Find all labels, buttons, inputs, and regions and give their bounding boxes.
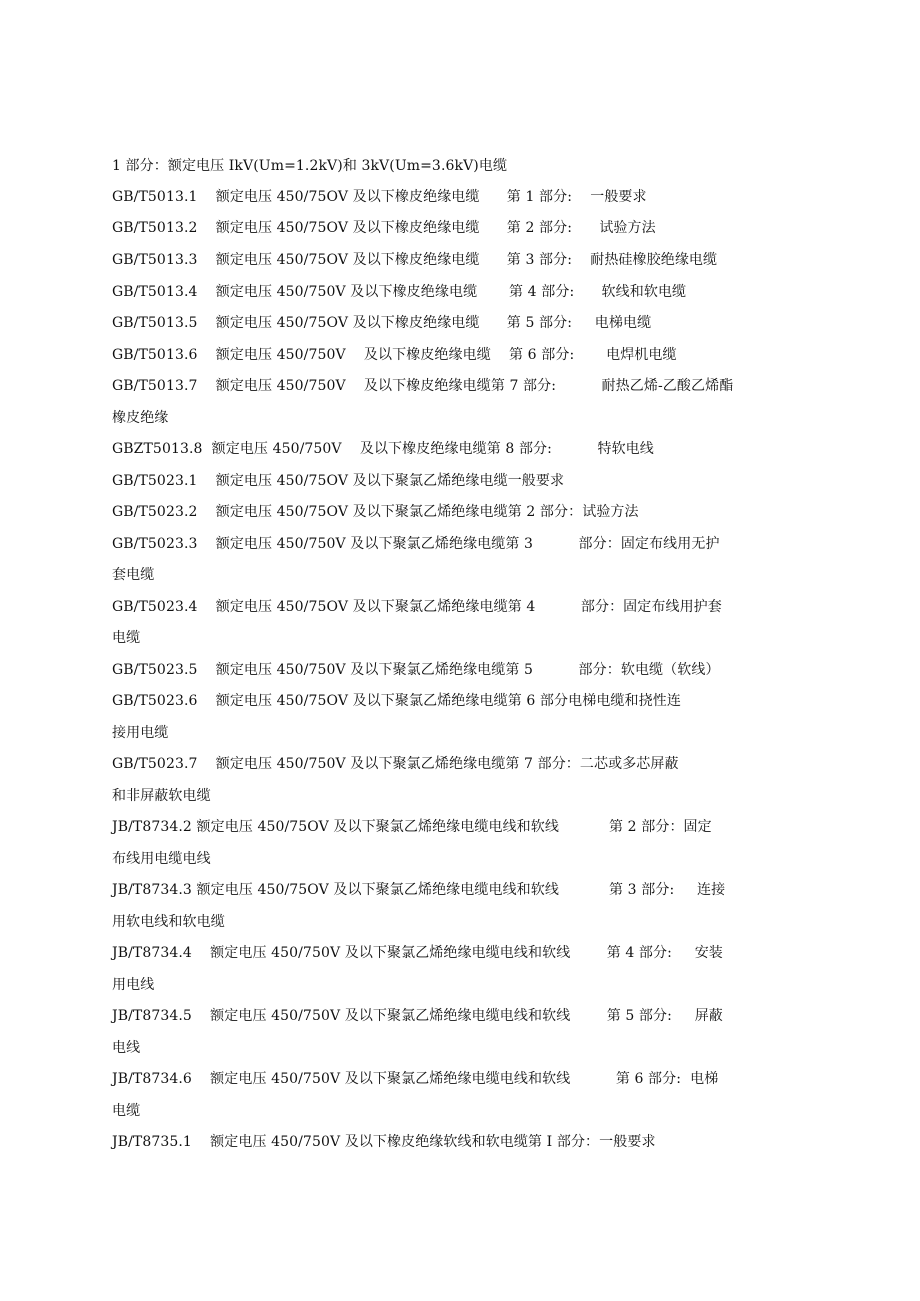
- text-line: GB/T5013.3 额定电压 450/75OV 及以下橡皮绝缘电缆 第 3 部分: 耐热硅橡胶绝缘电缆: [112, 252, 718, 268]
- text-line: 和非屏蔽软电缆: [112, 788, 211, 804]
- text-line: 1 部分：额定电压 IkV(Um=1.2kV)和 3kV(Um=3.6kV)电缆: [112, 158, 508, 174]
- text-line: GB/T5013.1 额定电压 450/75OV 及以下橡皮绝缘电缆 第 1 部分: 一般要求: [112, 189, 647, 205]
- text-line: 电缆: [112, 1103, 141, 1119]
- text-line: 电线: [112, 1040, 141, 1056]
- text-line: 用电线: [112, 977, 155, 993]
- text-line: JB/T8734.6 额定电压 450/750V 及以下聚氯乙烯绝缘电缆电线和软线 第 6 部分: 电梯: [112, 1071, 719, 1087]
- text-line: GB/T5023.7 额定电压 450/750V 及以下聚氯乙烯绝缘电缆第 7 部分：二芯或多芯屏蔽: [112, 756, 679, 772]
- text-line: GB/T5023.6 额定电压 450/75OV 及以下聚氯乙烯绝缘电缆第 6 部分电梯电缆和挠性连: [112, 693, 681, 709]
- text-line: GB/T5013.6 额定电压 450/750V 及以下橡皮绝缘电缆 第 6 部分: 电焊机电缆: [112, 347, 677, 363]
- text-line: JB/T8735.1 额定电压 450/750V 及以下橡皮绝缘软线和软电缆第 I 部分：一般要求: [112, 1134, 656, 1150]
- text-line: GBZT5013.8 额定电压 450/750V 及以下橡皮绝缘电缆第 8 部分: 特软电线: [112, 441, 654, 457]
- text-line: JB/T8734.5 额定电压 450/750V 及以下聚氯乙烯绝缘电缆电线和软线 第 5 部分: 屏蔽: [112, 1008, 723, 1024]
- text-line: GB/T5023.4 额定电压 450/75OV 及以下聚氯乙烯绝缘电缆第 4 部分：固定布线用护套: [112, 599, 722, 615]
- text-line: GB/T5013.7 额定电压 450/750V 及以下橡皮绝缘电缆第 7 部分: 耐热乙烯-乙酸乙烯酯: [112, 378, 734, 394]
- text-line: GB/T5013.5 额定电压 450/75OV 及以下橡皮绝缘电缆 第 5 部分: 电梯电缆: [112, 315, 652, 331]
- text-line: JB/T8734.2 额定电压 450/75OV 及以下聚氯乙烯绝缘电缆电线和软线 第 2 部分：固定: [112, 819, 712, 835]
- text-line: GB/T5013.4 额定电压 450/750V 及以下橡皮绝缘电缆 第 4 部分: 软线和软电缆: [112, 284, 687, 300]
- text-line: GB/T5023.3 额定电压 450/750V 及以下聚氯乙烯绝缘电缆第 3 部分：固定布线用无护: [112, 536, 720, 552]
- text-line: 用软电线和软电缆: [112, 914, 225, 930]
- text-line: 橡皮绝缘: [112, 410, 169, 426]
- text-line: GB/T5023.1 额定电压 450/75OV 及以下聚氯乙烯绝缘电缆一般要求: [112, 473, 565, 489]
- text-line: JB/T8734.3 额定电压 450/75OV 及以下聚氯乙烯绝缘电缆电线和软线 第 3 部分: 连接: [112, 882, 726, 898]
- text-line: GB/T5023.5 额定电压 450/750V 及以下聚氯乙烯绝缘电缆第 5 部分：软电缆（软线）: [112, 662, 720, 678]
- text-line: JB/T8734.4 额定电压 450/750V 及以下聚氯乙烯绝缘电缆电线和软线 第 4 部分: 安装: [112, 945, 723, 961]
- text-line: GB/T5023.2 额定电压 450/75OV 及以下聚氯乙烯绝缘电缆第 2 部分：试验方法: [112, 504, 639, 520]
- text-line: 电缆: [112, 630, 141, 646]
- text-line: 套电缆: [112, 567, 155, 583]
- text-line: 接用电缆: [112, 725, 169, 741]
- text-line: 布线用电缆电线: [112, 851, 211, 867]
- text-line: GB/T5013.2 额定电压 450/75OV 及以下橡皮绝缘电缆 第 2 部分: 试验方法: [112, 220, 656, 236]
